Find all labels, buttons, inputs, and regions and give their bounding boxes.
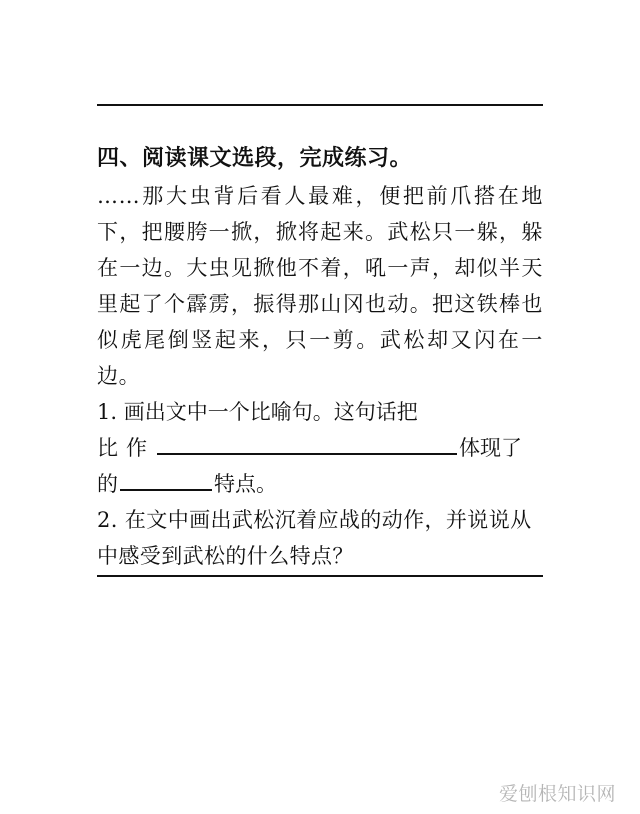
question-1-text: 1. 画出文中一个比喻句。这句话把 [97,400,418,424]
question-1-line3-suffix: 特点。 [214,472,277,496]
answer-blank-trait[interactable] [120,467,212,491]
top-divider [97,104,543,106]
bottom-divider [97,575,543,577]
question-1-middle: 体现了 [459,436,522,460]
exercise-content [97,143,543,574]
question-1-prompt [97,394,543,430]
question-2: 2. 在文中画出武松沉着应战的动作，并说说从中感受到武松的什么特点？ [97,508,532,568]
question-1-fill-line [97,430,543,466]
watermark-logo: 爱刨根知识网 [498,783,616,805]
question-1 [97,394,543,502]
answer-blank-comparison[interactable] [157,431,457,455]
question-1-prefix: 比作 [97,436,155,460]
reading-passage: ……那大虫背后看人最难，便把前爪搭在地下，把腰胯一掀，掀将起来。武松只一躲，躲在一边。大虫见掀他不着，吼一声，却似半天里起了个霹雳，振得那山冈也动。把这铁棒也似虎尾倒竖起来，只一剪。武松却又闪在一边。 [97,184,543,388]
section-heading: 四、阅读课文选段，完成练习。 [97,145,413,171]
question-1-fill-line-2 [97,466,543,502]
question-1-line3-prefix: 的 [97,472,118,496]
